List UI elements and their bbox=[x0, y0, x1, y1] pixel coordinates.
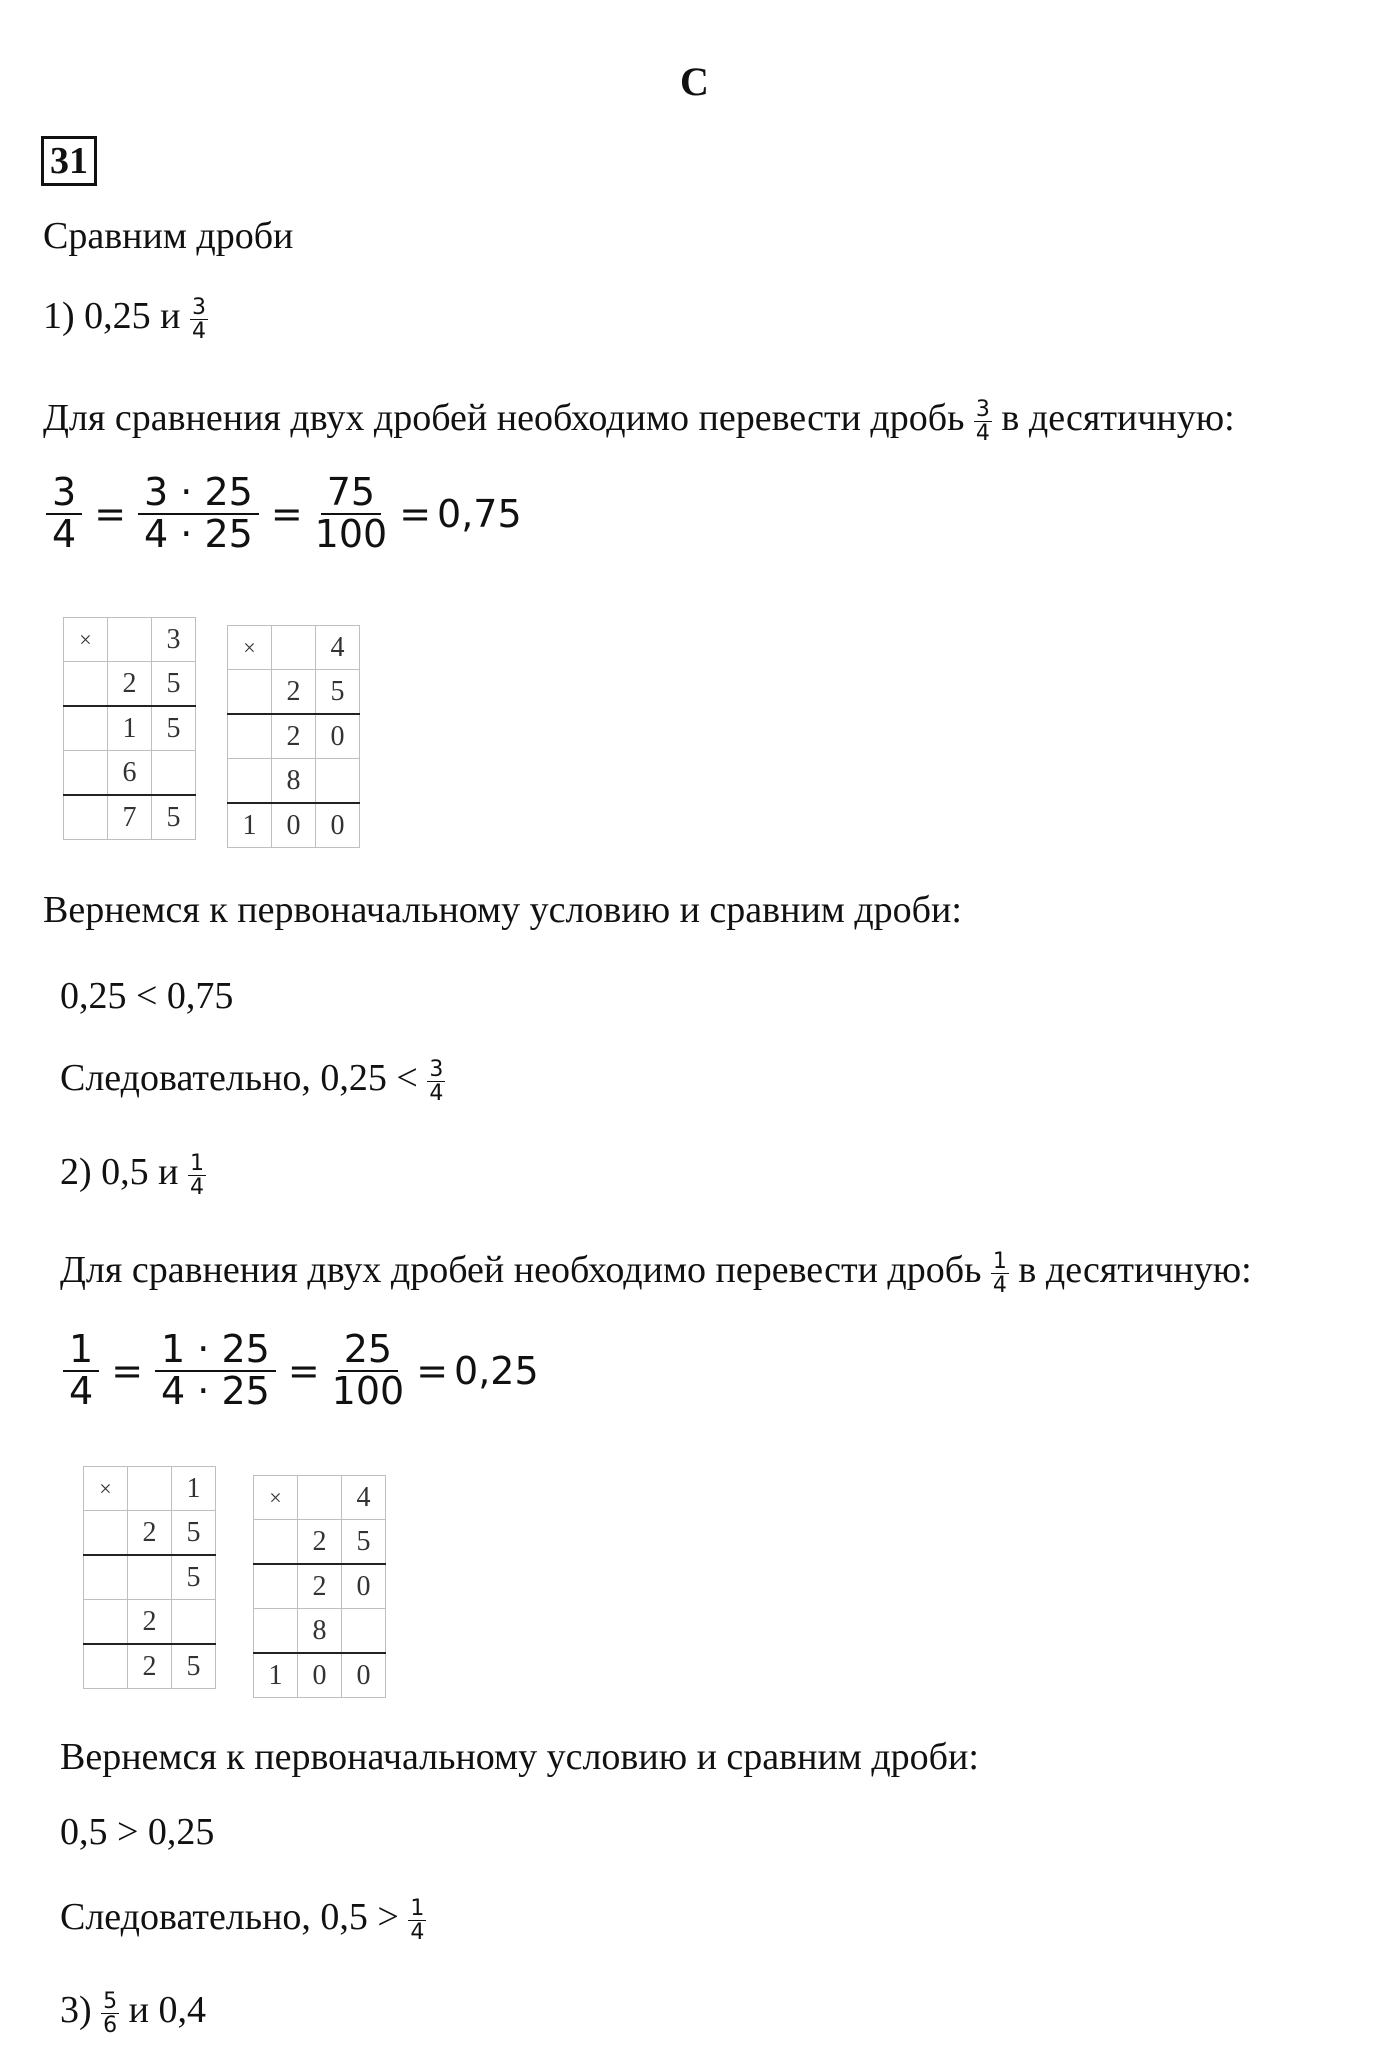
table-cell: 5 bbox=[172, 1644, 216, 1689]
table-cell bbox=[84, 1511, 128, 1556]
fraction-denominator: 4 bbox=[975, 420, 990, 446]
part3-label-pre: 3) bbox=[60, 1989, 92, 2031]
explanation-pre: Для сравнения двух дробей необходимо перевести дробь bbox=[43, 397, 965, 439]
table-cell: 3 bbox=[152, 618, 196, 662]
fraction-numerator: 1 bbox=[190, 1150, 204, 1176]
table-cell bbox=[172, 1600, 216, 1645]
table-cell bbox=[64, 751, 108, 796]
fraction-numerator: 3 bbox=[46, 473, 82, 515]
fraction-denominator: 100 bbox=[331, 1368, 405, 1413]
equals-sign: = bbox=[416, 1348, 449, 1393]
equals-sign: = bbox=[111, 1348, 144, 1393]
table-cell bbox=[316, 759, 360, 804]
fraction-numerator: 3 · 25 bbox=[138, 473, 259, 515]
fraction-numerator: 3 bbox=[192, 294, 206, 320]
table-cell: 0 bbox=[342, 1653, 386, 1698]
conclusion-text: Следовательно, 0,25 < bbox=[60, 1057, 418, 1099]
eq-result: 0,75 bbox=[437, 491, 522, 536]
table-cell bbox=[254, 1564, 298, 1609]
multiplication-table-2 bbox=[227, 625, 360, 848]
table-cell bbox=[228, 670, 272, 715]
table-cell: × bbox=[254, 1476, 298, 1520]
table-cell bbox=[254, 1609, 298, 1654]
table-cell: 1 bbox=[254, 1653, 298, 1698]
table-cell: 8 bbox=[272, 759, 316, 804]
fraction-denominator: 4 bbox=[192, 318, 206, 344]
fraction-denominator: 4 bbox=[52, 511, 77, 556]
fraction-denominator: 4 bbox=[992, 1272, 1007, 1298]
table-cell: 0 bbox=[316, 714, 360, 759]
table-cell: 5 bbox=[152, 795, 196, 840]
explanation-post: в десятичную: bbox=[1018, 1249, 1252, 1291]
table-cell: × bbox=[228, 626, 272, 670]
part2-back: Вернемся к первоначальному условию и сравним дроби: bbox=[60, 1736, 979, 1778]
part1-label bbox=[43, 294, 208, 343]
fraction-denominator: 4 bbox=[69, 1368, 94, 1413]
part1-back: Вернемся к первоначальному условию и сравним дроби: bbox=[43, 889, 962, 931]
table-cell: × bbox=[64, 618, 108, 662]
table-cell: 5 bbox=[172, 1555, 216, 1600]
part3-label bbox=[60, 1988, 206, 2037]
table-cell: 6 bbox=[108, 751, 152, 796]
part3-label-post: и 0,4 bbox=[128, 1989, 206, 2031]
table-cell: 5 bbox=[152, 706, 196, 751]
part1-comparison: 0,25 < 0,75 bbox=[60, 975, 234, 1017]
part2-equation bbox=[57, 1327, 539, 1413]
table-cell: 2 bbox=[128, 1644, 172, 1689]
table-cell: 5 bbox=[152, 662, 196, 707]
fraction-numerator: 25 bbox=[338, 1330, 398, 1372]
fraction-numerator: 1 bbox=[410, 1895, 425, 1921]
conclusion-fraction bbox=[427, 1058, 445, 1105]
equals-sign: = bbox=[94, 491, 127, 536]
table-cell: 2 bbox=[108, 662, 152, 707]
table-cell: 8 bbox=[298, 1609, 342, 1654]
table-cell: 2 bbox=[298, 1564, 342, 1609]
explanation-fraction bbox=[974, 398, 992, 445]
table-cell bbox=[228, 714, 272, 759]
part1-label-text: 1) 0,25 и bbox=[43, 295, 181, 337]
part2-comparison: 0,5 > 0,25 bbox=[60, 1811, 215, 1853]
fraction-denominator: 4 bbox=[410, 1919, 425, 1945]
conclusion-fraction bbox=[408, 1897, 426, 1944]
table-cell bbox=[342, 1609, 386, 1654]
eq-fraction-3 bbox=[314, 470, 388, 556]
fraction-denominator: 6 bbox=[103, 2012, 118, 2038]
table-cell: 0 bbox=[272, 803, 316, 848]
eq-fraction-1 bbox=[46, 470, 82, 556]
table-cell: 4 bbox=[316, 626, 360, 670]
table-cell: 2 bbox=[298, 1520, 342, 1565]
table-cell: 4 bbox=[342, 1476, 386, 1520]
fraction-denominator: 100 bbox=[314, 511, 388, 556]
table-cell bbox=[152, 751, 196, 796]
table-cell: 0 bbox=[316, 803, 360, 848]
part2-fraction bbox=[188, 1152, 206, 1199]
table-cell bbox=[228, 759, 272, 804]
fraction-denominator: 4 · 25 bbox=[144, 511, 253, 556]
table-cell: 7 bbox=[108, 795, 152, 840]
section-header: С bbox=[680, 59, 709, 104]
table-cell: 2 bbox=[128, 1600, 172, 1645]
table-cell bbox=[272, 626, 316, 670]
fraction-denominator: 4 · 25 bbox=[161, 1368, 270, 1413]
table-cell bbox=[84, 1644, 128, 1689]
fraction-numerator: 1 · 25 bbox=[155, 1330, 276, 1372]
table-cell bbox=[84, 1555, 128, 1600]
part2-label bbox=[60, 1150, 206, 1199]
part2-label-text: 2) 0,5 и bbox=[60, 1151, 179, 1193]
table-cell: × bbox=[84, 1467, 128, 1511]
explanation-pre: Для сравнения двух дробей необходимо перевести дробь bbox=[60, 1249, 982, 1291]
eq-result: 0,25 bbox=[454, 1348, 539, 1393]
table-cell: 2 bbox=[272, 714, 316, 759]
fraction-denominator: 4 bbox=[190, 1174, 204, 1200]
task-number: 31 bbox=[41, 136, 97, 186]
table-cell: 1 bbox=[172, 1467, 216, 1511]
table-cell: 5 bbox=[342, 1520, 386, 1565]
table-cell bbox=[84, 1600, 128, 1645]
eq-fraction-2 bbox=[155, 1327, 276, 1413]
eq-fraction-1 bbox=[63, 1327, 99, 1413]
table-cell: 0 bbox=[342, 1564, 386, 1609]
table-cell: 1 bbox=[108, 706, 152, 751]
equals-sign: = bbox=[399, 491, 432, 536]
table-cell bbox=[64, 795, 108, 840]
table-cell bbox=[64, 662, 108, 707]
intro-text: Сравним дроби bbox=[43, 215, 294, 257]
part1-conclusion bbox=[60, 1056, 445, 1105]
conclusion-text: Следовательно, 0,5 > bbox=[60, 1896, 399, 1938]
table-cell: 2 bbox=[272, 670, 316, 715]
table-cell bbox=[108, 618, 152, 662]
multiplication-table-4 bbox=[253, 1475, 386, 1698]
fraction-numerator: 3 bbox=[975, 396, 990, 422]
fraction-denominator: 4 bbox=[429, 1080, 444, 1106]
equals-sign: = bbox=[287, 1348, 320, 1393]
multiplication-table-1 bbox=[63, 617, 196, 840]
table-cell: 0 bbox=[298, 1653, 342, 1698]
table-cell bbox=[254, 1520, 298, 1565]
table-cell bbox=[298, 1476, 342, 1520]
part3-fraction bbox=[101, 1990, 119, 2037]
table-cell: 5 bbox=[172, 1511, 216, 1556]
multiplication-table-3 bbox=[83, 1466, 216, 1689]
fraction-numerator: 75 bbox=[321, 473, 381, 515]
part1-explanation bbox=[43, 396, 1235, 445]
table-cell: 1 bbox=[228, 803, 272, 848]
eq-fraction-2 bbox=[138, 470, 259, 556]
equals-sign: = bbox=[270, 491, 303, 536]
fraction-numerator: 1 bbox=[992, 1248, 1007, 1274]
fraction-numerator: 1 bbox=[63, 1330, 99, 1372]
table-cell bbox=[128, 1555, 172, 1600]
table-cell: 2 bbox=[128, 1511, 172, 1556]
explanation-fraction bbox=[991, 1250, 1009, 1297]
table-cell bbox=[128, 1467, 172, 1511]
part1-equation bbox=[40, 470, 522, 556]
eq-fraction-3 bbox=[331, 1327, 405, 1413]
fraction-numerator: 3 bbox=[429, 1056, 444, 1082]
part2-explanation bbox=[60, 1248, 1252, 1297]
table-cell bbox=[64, 706, 108, 751]
explanation-post: в десятичную: bbox=[1001, 397, 1235, 439]
fraction-numerator: 5 bbox=[103, 1988, 118, 2014]
part1-fraction bbox=[190, 296, 208, 343]
part2-conclusion bbox=[60, 1895, 426, 1944]
table-cell: 5 bbox=[316, 670, 360, 715]
